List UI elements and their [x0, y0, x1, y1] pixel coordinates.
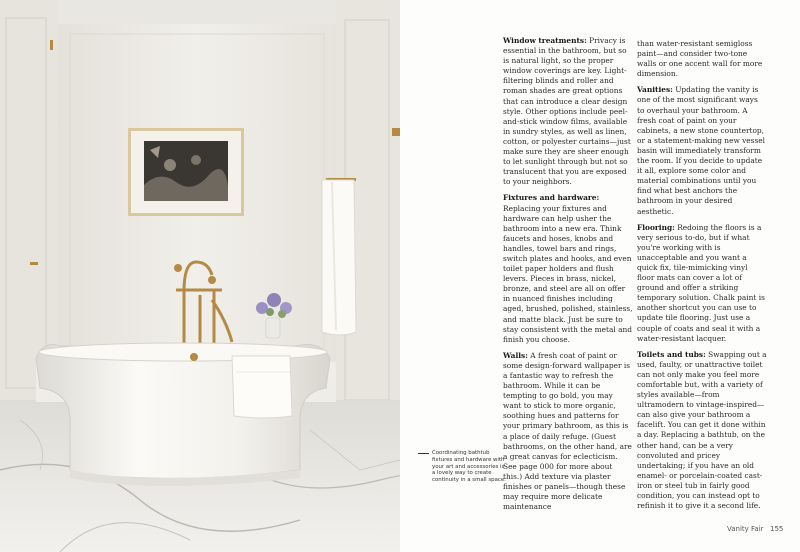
paragraph-fixtures-hardware: Fixtures and hardware: Replacing your fixtures and hardware can help usher the bathroom into a new era. Think faucets and hoses, knobs and handles, towel bars and rings, switch plates and hooks, and even toilet paper holders and flush levers. Pieces in brass, nickel, bronze, and steel are all on offer in nuanced finishes including aged, brushed, polished, stainless, and matte black. Just be sure to stay consistent with the metal and finish you choose.: [503, 193, 633, 344]
paragraph-toilets-tubs: Toilets and tubs: Swapping out a used, faulty, or unattractive toilet can not only make you feel more comfortable but, with a variety of styles available—from ultramodern to vintage-inspired—can also give your bathroom a facelift. You can get it done within a day. Replacing a bathtub, on the other hand, can be a very convoluted and pricey undertaking; if you have an old enamel- or porcelain-coated cast-iron or steel tub in fairly good condition, you can instead opt to refinish it to give it a second life.: [637, 349, 767, 511]
paragraph-vanities: Vanities: Updating the vanity is one of the most significant ways to overhaul your bathroom. A fresh coat of paint on your cabinets, a new stone countertop, or a statement-making new vessel basin will immediately transform the room. If you decide to update it all, explore some color and material combinations until you find what best anchors the bathroom in your desired aesthetic.: [637, 85, 765, 216]
publication-name: Vanity Fair: [727, 525, 764, 533]
paragraph-walls-continued: than water-resistant semigloss paint—and consider two-tone walls or one accent wall for more dimension.: [637, 39, 763, 79]
paragraph-walls: Walls: A fresh coat of paint or some design-forward wallpaper is a fantastic way to refresh the bathroom. While it can be tempting to go bold, you may want to stick to more organic, soothing hues and patterns for your primary bathroom, as this is a place of daily refuge. (Guest bathrooms, on the other hand, are a great canvas for eclecticism. See page 000 for more about this.) Add texture via plaster finishes or panels—though these may require more delicate maintenance: [503, 350, 632, 512]
text-column-2: [637, 39, 767, 517]
paragraph-window-treatments: Window treatments: Privacy is essential in the bathroom, but so is natural light, so the proper window coverings are key. Light-filtering blinds and roller and roman shades are great options that can introduce a clear design style. Other options include peel-and-stick window films, available in sundry styles, as well as linen, cotton, or polyester curtains—just make sure they are sheer enough to let sunlight through but not so translucent that you are exposed to your neighbors.: [503, 36, 631, 187]
text-column-1: [503, 36, 633, 518]
paragraph-flooring: Flooring: Redoing the floors is a very serious to-do, but if what you're working with is unacceptable and you want a quick fix, tile-mimicking vinyl floor mats can cover a lot of ground and offer a striking temporary solution. Chalk paint is another shortcut you can use to update tile flooring. Just use a couple of coats and seal it with a water-resistant lacquer.: [637, 222, 765, 343]
page-number: 155: [770, 525, 784, 533]
photo-caption: Coordinating bathtub fixtures and hardware with your art and accessories is a lovely way to create continuity in a small space.: [432, 450, 506, 484]
framed-print-icon: [128, 128, 244, 216]
